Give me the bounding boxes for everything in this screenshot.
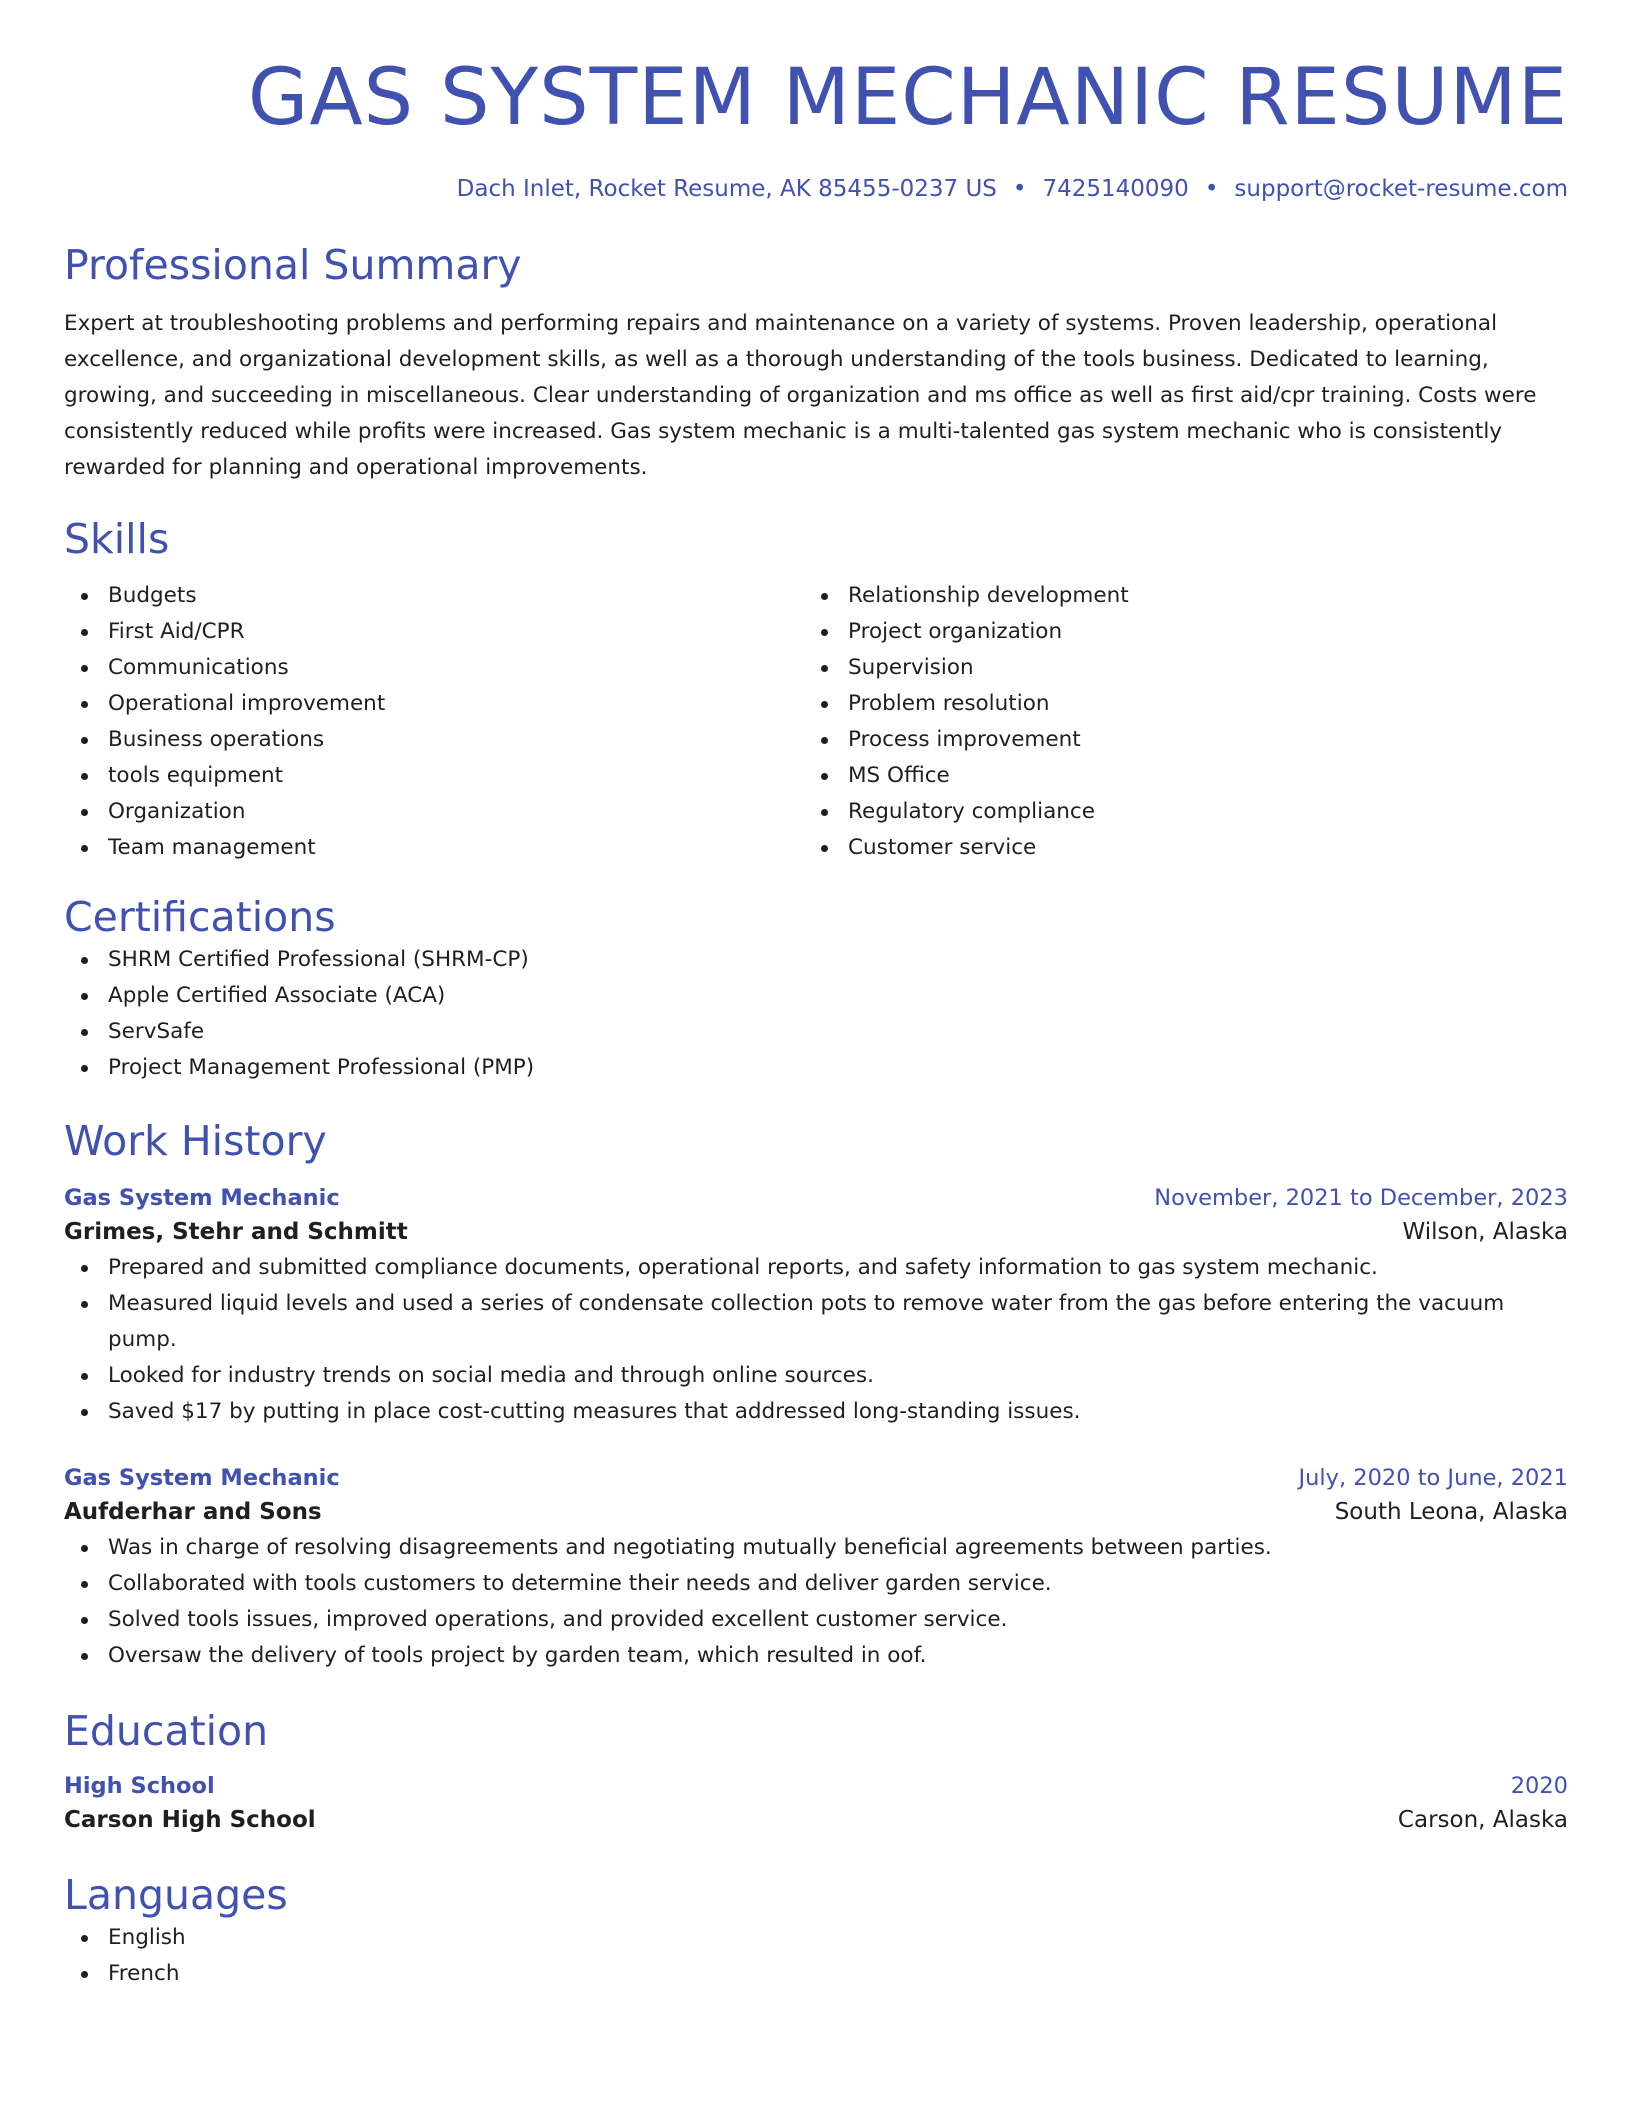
skill-item: Operational improvement — [64, 686, 804, 722]
summary-text: Expert at troubleshooting problems and performing repairs and maintenance on a variety of systems. Proven leadership, operational excellence, and organizational development skills, as well as a thorough understanding of the tools business. Dedicated to learning, growing, and succeeding in miscellaneous. Clear understanding of organization and ms office as well as first aid/cpr training. Costs were consistently reduced while profits were increased. Gas system mechanic is a multi-talented gas system mechanic who is consistently rewarded for planning and operational improvements. — [64, 311, 1537, 480]
skills-list-left — [64, 578, 804, 866]
languages-list — [64, 1920, 1568, 1992]
language-item: English — [64, 1920, 1568, 1956]
skill-item: Communications — [64, 650, 804, 686]
contact-line — [64, 174, 1568, 204]
skill-item: Supervision — [804, 650, 1568, 686]
job-bullet: Was in charge of resolving disagreements and negotiating mutually beneficial agreements between parties. — [64, 1530, 1568, 1566]
education-entry — [64, 1770, 1568, 1838]
work-history-section — [64, 1116, 1568, 1674]
certification-item: SHRM Certified Professional (SHRM-CP) — [64, 942, 1568, 978]
job-dates: November, 2021 to December, 2023 — [1154, 1185, 1568, 1211]
education-header-row — [64, 1770, 1568, 1802]
certifications-section — [64, 892, 1568, 1086]
skill-item: MS Office — [804, 758, 1568, 794]
job-company: Aufderhar and Sons — [64, 1499, 322, 1525]
job-bullets — [64, 1250, 1568, 1430]
job-entry — [64, 1182, 1568, 1430]
job-header-row — [64, 1462, 1568, 1494]
skill-item: Business operations — [64, 722, 804, 758]
job-entry — [64, 1462, 1568, 1674]
certification-item: Project Management Professional (PMP) — [64, 1050, 1568, 1086]
skill-item: Relationship development — [804, 578, 1568, 614]
languages-heading: Languages — [64, 1871, 288, 1919]
education-heading: Education — [64, 1707, 269, 1755]
certifications-heading: Certifications — [64, 893, 336, 941]
job-location: Wilson, Alaska — [1402, 1219, 1568, 1245]
skills-grid — [64, 578, 1568, 866]
job-role: Gas System Mechanic — [64, 1185, 340, 1211]
job-location: South Leona, Alaska — [1334, 1499, 1568, 1525]
skill-item: Regulatory compliance — [804, 794, 1568, 830]
resume-header — [64, 52, 1568, 204]
work-history-heading: Work History — [64, 1117, 327, 1165]
skill-item: First Aid/CPR — [64, 614, 804, 650]
certification-item: ServSafe — [64, 1014, 1568, 1050]
contact-phone[interactable]: 7425140090 — [1042, 176, 1189, 202]
job-company-row — [64, 1494, 1568, 1530]
job-dates: July, 2020 to June, 2021 — [1298, 1465, 1568, 1491]
skill-item: Process improvement — [804, 722, 1568, 758]
contact-separator: • — [1012, 176, 1027, 202]
job-bullets — [64, 1530, 1568, 1674]
education-school-row — [64, 1802, 1568, 1838]
education-school: Carson High School — [64, 1807, 316, 1833]
job-bullet: Oversaw the delivery of tools project by garden team, which resulted in oof. — [64, 1638, 1568, 1674]
skills-heading: Skills — [64, 515, 170, 563]
job-bullet: Prepared and submitted compliance documents, operational reports, and safety information to gas system mechanic. — [64, 1250, 1568, 1286]
certification-item: Apple Certified Associate (ACA) — [64, 978, 1568, 1014]
certifications-list — [64, 942, 1568, 1086]
education-section — [64, 1706, 1568, 1838]
job-role: Gas System Mechanic — [64, 1465, 340, 1491]
skill-item: tools equipment — [64, 758, 804, 794]
education-degree: High School — [64, 1773, 215, 1799]
skill-item: Project organization — [804, 614, 1568, 650]
education-year: 2020 — [1510, 1773, 1568, 1799]
contact-separator: • — [1204, 176, 1219, 202]
education-location: Carson, Alaska — [1397, 1807, 1568, 1833]
skills-list-right — [804, 578, 1568, 866]
job-company: Grimes, Stehr and Schmitt — [64, 1219, 408, 1245]
skills-section — [64, 514, 1568, 866]
job-bullet: Measured liquid levels and used a series of condensate collection pots to remove water from the gas before entering the vacuum pump. — [64, 1286, 1568, 1358]
skill-item: Customer service — [804, 830, 1568, 866]
skill-item: Budgets — [64, 578, 804, 614]
summary-section — [64, 240, 1568, 486]
job-company-row — [64, 1214, 1568, 1250]
job-header-row — [64, 1182, 1568, 1214]
language-item: French — [64, 1956, 1568, 1992]
languages-section — [64, 1870, 1568, 1992]
summary-heading: Professional Summary — [64, 241, 522, 289]
contact-address: Dach Inlet, Rocket Resume, AK 85455-0237 US — [456, 176, 997, 202]
resume-title: GAS SYSTEM MECHANIC RESUME — [247, 53, 1568, 143]
skill-item: Team management — [64, 830, 804, 866]
skill-item: Organization — [64, 794, 804, 830]
job-bullet: Saved $17 by putting in place cost-cutting measures that addressed long-standing issues. — [64, 1394, 1568, 1430]
job-bullet: Collaborated with tools customers to determine their needs and deliver garden service. — [64, 1566, 1568, 1602]
job-bullet: Solved tools issues, improved operations, and provided excellent customer service. — [64, 1602, 1568, 1638]
job-bullet: Looked for industry trends on social media and through online sources. — [64, 1358, 1568, 1394]
skill-item: Problem resolution — [804, 686, 1568, 722]
contact-email[interactable]: support@rocket-resume.com — [1234, 176, 1568, 202]
